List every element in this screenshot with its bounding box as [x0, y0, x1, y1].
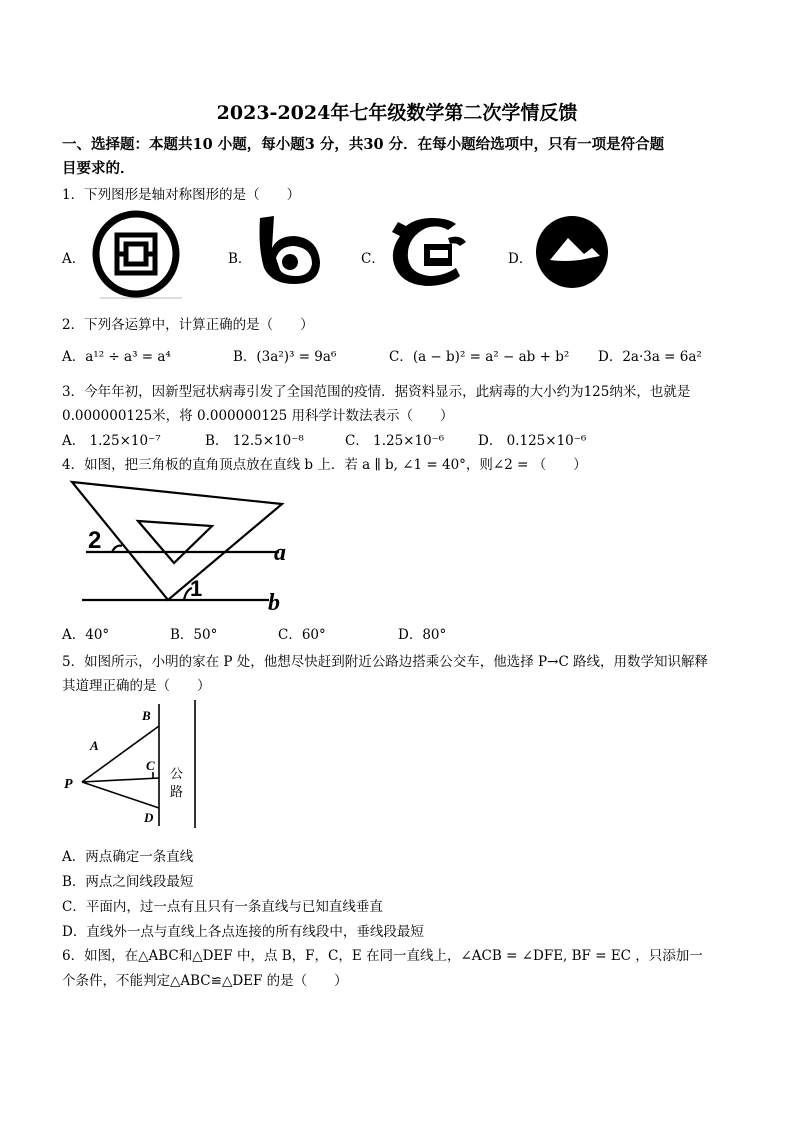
- q4-option-a: A．40°: [62, 627, 110, 643]
- q3-option-c: C． 1.25×10⁻⁶: [345, 433, 445, 449]
- q5-option-d: D．直线外一点与直线上各点连接的所有线段中，垂线段最短: [62, 924, 424, 940]
- q1-label-a: A．: [62, 251, 86, 267]
- q5-stem-line2: 其道理正确的是（ ）: [62, 678, 211, 694]
- q4-option-b: B．50°: [170, 627, 218, 643]
- q2-option-c: C．(a − b)² = a² − ab + b²: [389, 349, 570, 365]
- q4-line-b-label: b: [268, 590, 280, 616]
- q5-point-c-label: C: [146, 758, 155, 773]
- q5-option-b: B．两点之间线段最短: [62, 874, 194, 890]
- q3-option-b: B． 12.5×10⁻⁸: [205, 433, 304, 449]
- page-title: 2023-2024年七年级数学第二次学情反馈: [216, 102, 578, 124]
- q4-figure: [64, 476, 294, 616]
- q2-stem: 2．下列各运算中，计算正确的是（ ）: [62, 317, 314, 333]
- q1-logo-b-icon: [254, 214, 326, 288]
- q6-stem-line1: 6．如图，在△ABC和△DEF 中，点 B，F，C，E 在同一直线上，∠ACB = ∠DFE, BF = EC ，只添加一: [62, 948, 703, 964]
- q2-option-a: A．a¹² ÷ a³ = a⁴: [62, 349, 171, 365]
- q5-point-p-label: P: [64, 777, 73, 792]
- q2-option-d: D．2a·3a = 6a²: [598, 349, 702, 365]
- q1-logo-d-icon: [534, 214, 610, 290]
- section-heading-line2: 目要求的．: [62, 160, 135, 177]
- q1-stem: 1．下列图形是轴对称图形的是（ ）: [62, 187, 301, 203]
- q5-road-char-2: 路: [170, 785, 184, 800]
- q1-label-c: C．: [361, 251, 385, 267]
- q4-angle-1-label: 1: [190, 576, 203, 601]
- q5-point-d-label: D: [144, 810, 154, 825]
- q6-stem-line2: 个条件，不能判定△ABC≌△DEF 的是（ ）: [62, 973, 348, 989]
- q5-option-a: A．两点确定一条直线: [62, 849, 194, 865]
- q4-option-d: D．80°: [398, 627, 447, 643]
- q1-label-b: B．: [228, 251, 252, 267]
- q3-option-d: D． 0.125×10⁻⁶: [478, 433, 587, 449]
- q5-figure: [62, 698, 212, 833]
- q1-logo-a-icon: [86, 208, 186, 300]
- q1-logo-c-icon: [386, 214, 470, 290]
- q1-label-d: D．: [508, 251, 533, 267]
- q4-option-c: C．60°: [278, 627, 326, 643]
- q5-stem-line1: 5．如图所示，小明的家在 P 处，他想尽快赶到附近公路边搭乘公交车，他选择 P→C 路线，用数学知识解释: [62, 654, 709, 670]
- q3-stem-line1: 3．今年年初，因新型冠状病毒引发了全国范围的疫情．据资料显示，此病毒的大小约为125纳米，也就是: [62, 384, 691, 400]
- q4-angle-2-label: 2: [88, 527, 102, 554]
- q3-option-a: A． 1.25×10⁻⁷: [62, 433, 161, 449]
- q5-road-char-1: 公: [170, 767, 184, 782]
- q5-point-a-label: A: [90, 738, 99, 753]
- q5-option-c: C．平面内，过一点有且只有一条直线与已知直线垂直: [62, 899, 383, 915]
- q4-line-a-label: a: [274, 540, 286, 566]
- q2-option-b: B．(3a²)³ = 9a⁶: [233, 349, 337, 365]
- q5-point-b-label: B: [142, 708, 151, 723]
- q3-stem-line2: 0.000000125米，将 0.000000125 用科学计数法表示（ ）: [62, 408, 454, 424]
- section-heading-line1: 一、选择题：本题共10 小题，每小题3 分，共30 分．在每小题给选项中，只有一项是符合题: [62, 136, 665, 153]
- q4-stem: 4．如图，把三角板的直角顶点放在直线 b 上．若 a ∥ b, ∠1 = 40°，则∠2 = （ ）: [62, 457, 587, 473]
